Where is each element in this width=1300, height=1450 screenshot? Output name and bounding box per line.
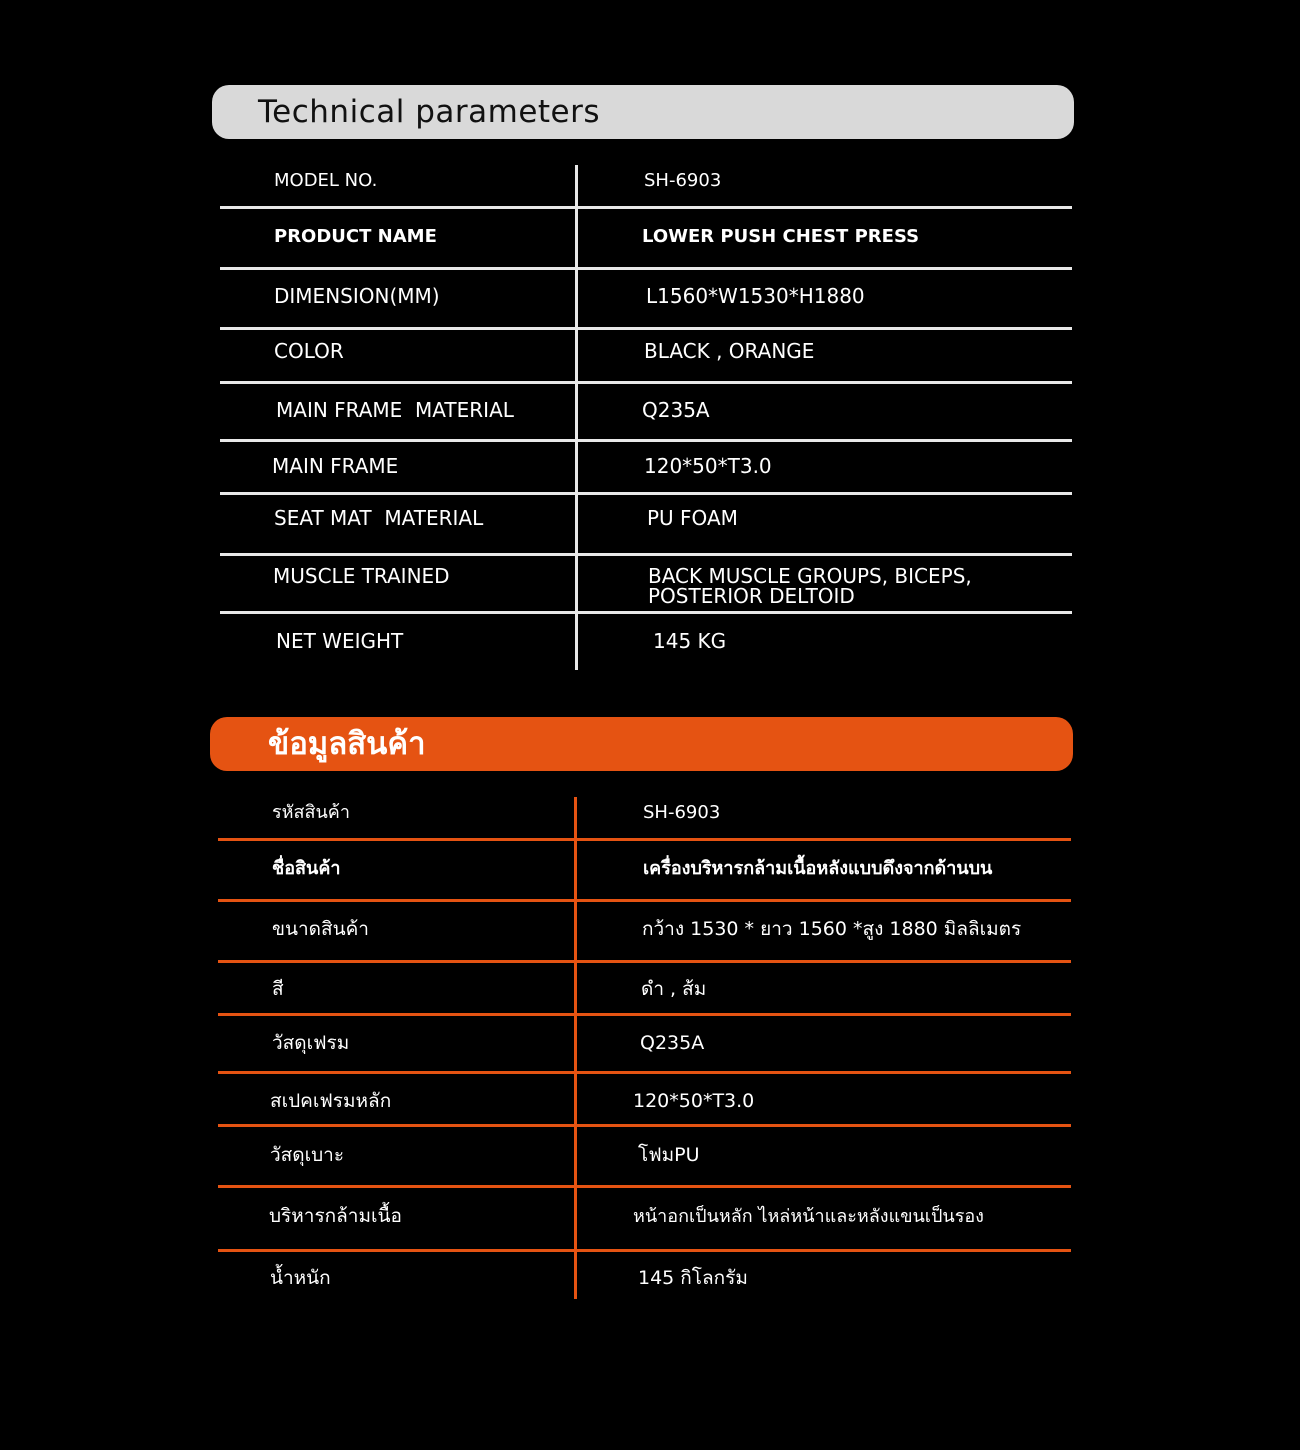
row-label-product-name: PRODUCT NAME	[274, 226, 437, 247]
table-row-divider	[220, 611, 1072, 614]
row-label-model-no: MODEL NO.	[274, 170, 378, 191]
row-value-seat-mat-material: PU FOAM	[647, 506, 738, 530]
row-label-muscle-trained: บริหารกล้ามเนื้อ	[269, 1205, 402, 1227]
row-value-frame-material: Q235A	[640, 1032, 705, 1054]
row-value-color: ดำ , ส้ม	[641, 978, 707, 1000]
table-row-divider	[218, 838, 1071, 841]
table-row-divider	[220, 381, 1072, 384]
row-value-main-frame-material: Q235A	[642, 398, 710, 422]
row-label-color: สี	[272, 978, 284, 1000]
table-column-divider	[575, 165, 578, 670]
table-row-divider	[218, 1013, 1071, 1016]
row-label-product-code: รหัสสินค้า	[272, 802, 350, 823]
row-label-muscle-trained: MUSCLE TRAINED	[273, 564, 450, 588]
technical-parameters-header	[212, 85, 1074, 139]
row-value-model-no: SH-6903	[644, 170, 722, 191]
row-value-muscle-trained: หน้าอกเป็นหลัก ไหล่หน้าและหลังแขนเป็นรอง	[633, 1206, 984, 1227]
row-value-color: BLACK , ORANGE	[644, 339, 815, 363]
table-row-divider	[220, 327, 1072, 330]
table-row-divider	[220, 553, 1072, 556]
row-value-product-name: เครื่องบริหารกล้ามเนื้อหลังแบบดึงจากด้านบน	[643, 858, 993, 879]
row-label-product-name: ชื่อสินค้า	[272, 858, 341, 879]
row-label-main-frame-spec: สเปคเฟรมหลัก	[270, 1090, 392, 1112]
row-label-seat-material: วัสดุเบาะ	[270, 1144, 345, 1166]
row-label-main-frame: MAIN FRAME	[272, 454, 399, 478]
row-label-color: COLOR	[274, 339, 344, 363]
row-value-product-name: LOWER PUSH CHEST PRESS	[642, 226, 920, 247]
row-value-muscle-trained: BACK MUSCLE GROUPS, BICEPS, POSTERIOR DELTOID	[648, 564, 972, 608]
table-column-divider	[574, 797, 577, 1299]
row-label-seat-mat-material: SEAT MAT MATERIAL	[274, 506, 484, 530]
table-row-divider	[218, 899, 1071, 902]
row-value-main-frame: 120*50*T3.0	[644, 454, 772, 478]
product-info-header	[210, 717, 1073, 771]
row-label-weight: น้ำหนัก	[270, 1267, 331, 1289]
table-row-divider	[220, 206, 1072, 209]
table-row-divider	[218, 1124, 1071, 1127]
table-row-divider	[220, 439, 1072, 442]
table-row-divider	[218, 1249, 1071, 1252]
row-label-net-weight: NET WEIGHT	[276, 629, 404, 653]
row-value-weight: 145 กิโลกรัม	[638, 1267, 748, 1289]
row-label-product-size: ขนาดสินค้า	[272, 918, 369, 940]
row-label-frame-material: วัสดุเฟรม	[272, 1032, 350, 1054]
row-label-dimension: DIMENSION(MM)	[274, 284, 440, 308]
row-value-seat-material: โฟมPU	[638, 1144, 700, 1166]
table-row-divider	[218, 1071, 1071, 1074]
table-row-divider	[220, 492, 1072, 495]
row-label-main-frame-material: MAIN FRAME MATERIAL	[276, 398, 514, 422]
row-value-product-code: SH-6903	[643, 802, 721, 823]
row-value-dimension: L1560*W1530*H1880	[646, 284, 865, 308]
product-info-title: ข้อมูลสินค้า	[268, 726, 426, 762]
row-value-product-size: กว้าง 1530 * ยาว 1560 *สูง 1880 มิลลิเมตร	[642, 918, 1022, 940]
table-row-divider	[218, 1185, 1071, 1188]
table-row-divider	[220, 267, 1072, 270]
row-value-net-weight: 145 KG	[653, 629, 727, 653]
technical-parameters-title: Technical parameters	[258, 94, 601, 130]
table-row-divider	[218, 960, 1071, 963]
row-value-main-frame-spec: 120*50*T3.0	[633, 1090, 755, 1112]
